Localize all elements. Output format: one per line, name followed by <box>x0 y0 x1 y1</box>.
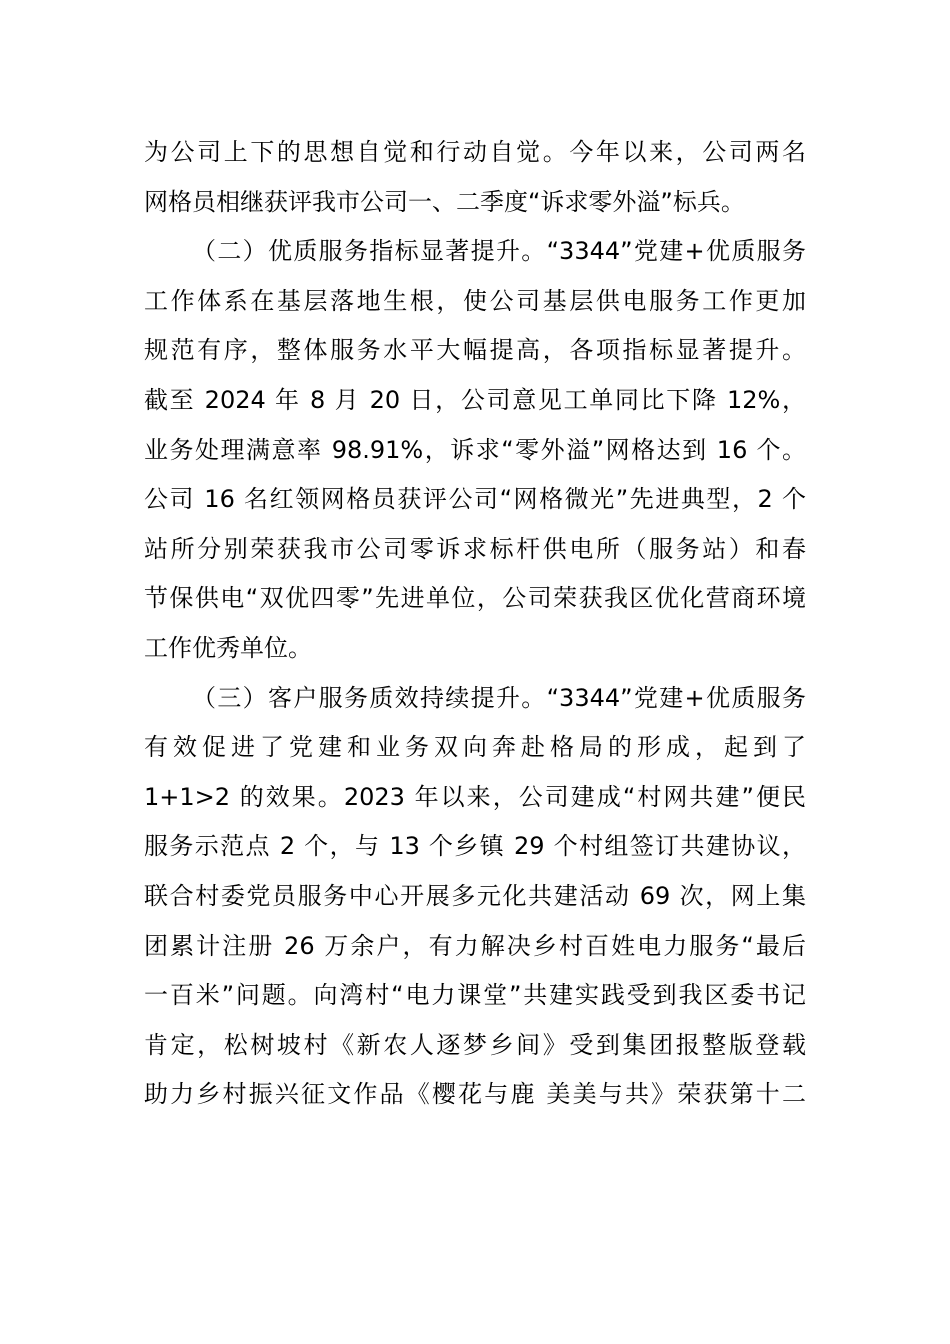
body-line: 为公司上下的思想自觉和行动自觉。今年以来，公司两名 <box>144 138 806 166</box>
body-line: 站所分别荣获我市公司零诉求标杆供电所（服务站）和春 <box>144 534 806 563</box>
body-line: 助力乡村振兴征文作品《樱花与鹿 美美与共》荣获第十二 <box>144 1080 806 1109</box>
body-line: 团累计注册 26 万余户，有力解决乡村百姓电力服务“最后 <box>144 931 806 960</box>
body-line: 网格员相继获评我市公司一、二季度“诉求零外溢”标兵。 <box>144 187 745 216</box>
body-line: 截至 2024 年 8 月 20 日，公司意见工单同比下降 12%， <box>144 385 806 414</box>
body-line: 服务示范点 2 个，与 13 个乡镇 29 个村组签订共建协议， <box>144 832 806 861</box>
body-line: 规范有序，整体服务水平大幅提高，各项指标显著提升。 <box>144 336 806 365</box>
section-heading-line: （二）优质服务指标显著提升。“3344”党建+优质服务 <box>192 237 806 266</box>
body-line: 1+1>2 的效果。2023 年以来，公司建成“村网共建”便民 <box>144 782 806 811</box>
body-line: 公司 16 名红领网格员获评公司“网格微光”先进典型，2 个 <box>144 485 806 514</box>
body-line: 一百米”问题。向湾村“电力课堂”共建实践受到我区委书记 <box>144 981 806 1010</box>
body-line: 肯定，松树坡村《新农人逐梦乡间》受到集团报整版登载 <box>144 1030 806 1059</box>
section-heading-line: （三）客户服务质效持续提升。“3344”党建+优质服务 <box>192 683 806 712</box>
body-line: 节保供电“双优四零”先进单位，公司荣获我区优化营商环境 <box>144 584 806 613</box>
body-line: 有效促进了党建和业务双向奔赴格局的形成，起到了 <box>144 733 806 762</box>
body-line: 工作优秀单位。 <box>144 633 312 662</box>
body-line: 工作体系在基层落地生根，使公司基层供电服务工作更加 <box>144 286 806 315</box>
body-line: 联合村委党员服务中心开展多元化共建活动 69 次，网上集 <box>144 881 806 910</box>
document-body <box>144 128 806 1120</box>
body-line: 业务处理满意率 98.91%，诉求“零外溢”网格达到 16 个。 <box>144 435 806 464</box>
